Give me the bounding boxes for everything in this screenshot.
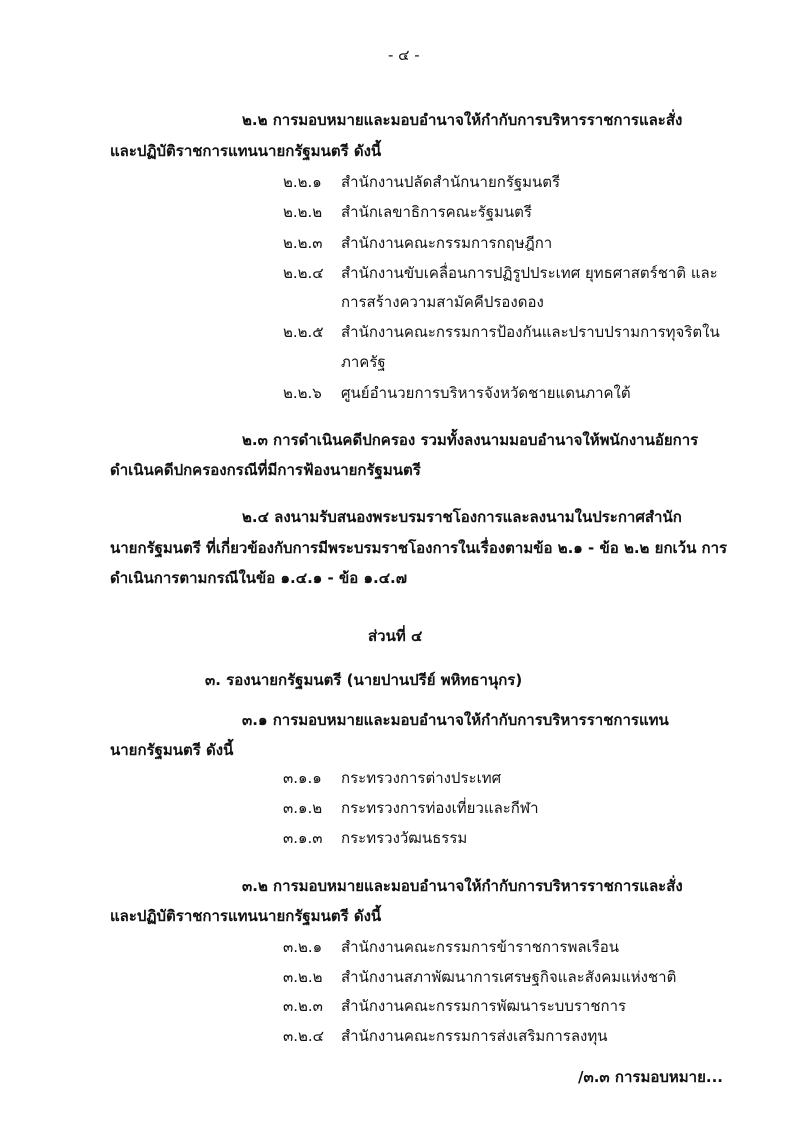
list-item: สำนักงานขับเคลื่อนการปฏิรูปประเทศ ยุทธศาสตร์ชาติ และ bbox=[341, 264, 718, 282]
list-item-cont: ภาครัฐ bbox=[341, 353, 386, 371]
list-item: สำนักงานคณะกรรมการส่งเสริมการลงทุน bbox=[341, 1027, 608, 1045]
item-number: ๒.๒.๓ bbox=[283, 234, 323, 252]
item-number: ๓.๒.๒ bbox=[283, 968, 323, 986]
item-number: ๒.๒.๖ bbox=[283, 384, 322, 402]
list-item: สำนักงานสภาพัฒนาการเศรษฐกิจและสังคมแห่งชาติ bbox=[341, 968, 677, 986]
section-2-4: ๒.๔ ลงนามรับสนองพระบรมราชโองการและลงนามในประกาศสำนัก bbox=[242, 508, 682, 526]
part-title: ส่วนที่ ๔ bbox=[368, 627, 423, 645]
item-number: ๒.๒.๔ bbox=[283, 264, 324, 282]
list-item: สำนักงานคณะกรรมการกฤษฎีกา bbox=[341, 234, 553, 252]
list-item: กระทรวงการท่องเที่ยวและกีฬา bbox=[341, 799, 539, 817]
section-3-1-heading: ๓.๑ การมอบหมายและมอบอำนาจให้กำกับการบริหารราชการแทน bbox=[242, 711, 669, 729]
item-number: ๓.๑.๑ bbox=[283, 769, 322, 787]
section-3-2-heading: ๓.๒ การมอบหมายและมอบอำนาจให้กำกับการบริหารราชการและสั่ง bbox=[242, 877, 683, 895]
item-number: ๓.๒.๔ bbox=[283, 1027, 325, 1045]
list-item: กระทรวงวัฒนธรรม bbox=[341, 829, 468, 847]
item-number: ๒.๒.๒ bbox=[283, 203, 323, 221]
section-3-2-heading-cont: และปฏิบัติราชการแทนนายกรัฐมนตรี ดังนี้ bbox=[110, 907, 382, 925]
section-2-4-cont: ดำเนินการตามกรณีในข้อ ๑.๔.๑ - ข้อ ๑.๔.๗ bbox=[110, 569, 408, 587]
list-item: สำนักเลขาธิการคณะรัฐมนตรี bbox=[341, 203, 532, 221]
list-item: ศูนย์อำนวยการบริหารจังหวัดชายแดนภาคใต้ bbox=[341, 384, 631, 402]
item-number: ๓.๒.๑ bbox=[283, 938, 323, 956]
item-number: ๓.๑.๓ bbox=[283, 829, 323, 847]
list-item: สำนักงานคณะกรรมการข้าราชการพลเรือน bbox=[341, 938, 619, 956]
section-2-2-heading: ๒.๒ การมอบหมายและมอบอำนาจให้กำกับการบริหารราชการและสั่ง bbox=[242, 111, 683, 129]
section-2-4-cont: นายกรัฐมนตรี ที่เกี่ยวข้องกับการมีพระบรมราชโองการในเรื่องตามข้อ ๒.๑ - ข้อ ๒.๒ ยกเว้น การ bbox=[110, 539, 728, 557]
section-3-title: ๓. รองนายกรัฐมนตรี (นายปานปรีย์ พหิทธานุกร) bbox=[205, 671, 523, 689]
item-number: ๒.๒.๑ bbox=[283, 173, 322, 191]
list-item-cont: การสร้างความสามัคคีปรองดอง bbox=[341, 293, 544, 311]
continuation-marker: /๓.๓ การมอบหมาย... bbox=[578, 1068, 723, 1086]
section-3-1-heading-cont: นายกรัฐมนตรี ดังนี้ bbox=[110, 741, 234, 759]
page-number: - ๔ - bbox=[388, 46, 420, 64]
section-2-3: ๒.๓ การดำเนินคดีปกครอง รวมทั้งลงนามมอบอำนาจให้พนักงานอัยการ bbox=[242, 431, 699, 449]
list-item: สำนักงานปลัดสำนักนายกรัฐมนตรี bbox=[341, 173, 561, 191]
item-number: ๓.๒.๓ bbox=[283, 997, 323, 1015]
list-item: กระทรวงการต่างประเทศ bbox=[341, 769, 502, 787]
item-number: ๒.๒.๕ bbox=[283, 323, 324, 341]
section-2-2-heading-cont: และปฏิบัติราชการแทนนายกรัฐมนตรี ดังนี้ bbox=[110, 142, 382, 160]
list-item: สำนักงานคณะกรรมการพัฒนาระบบราชการ bbox=[341, 997, 627, 1015]
section-2-3-cont: ดำเนินคดีปกครองกรณีที่มีการฟ้องนายกรัฐมนตรี bbox=[110, 461, 421, 479]
list-item: สำนักงานคณะกรรมการป้องกันและปราบปรามการทุจริตใน bbox=[341, 323, 720, 341]
item-number: ๓.๑.๒ bbox=[283, 799, 323, 817]
